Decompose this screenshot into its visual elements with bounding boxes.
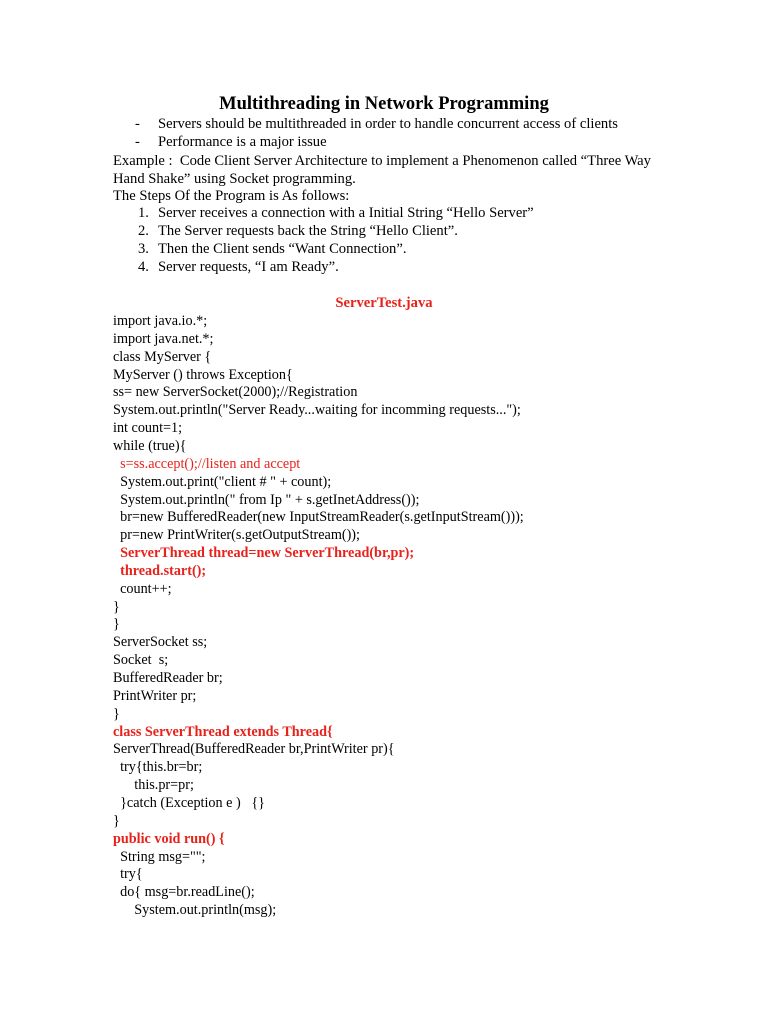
code-line: this.pr=pr; — [113, 777, 194, 794]
step-text: Then the Client sends “Want Connection”. — [158, 241, 407, 257]
code-line: s=ss.accept();//listen and accept — [113, 455, 301, 472]
bullet-text: Servers should be multithreaded in order to handle concurrent access of clients — [158, 116, 618, 132]
bullet-marker: - — [135, 134, 140, 150]
step-number: 2. — [138, 223, 149, 239]
code-line: MyServer () throws Exception{ — [113, 366, 293, 383]
code-line: class ServerThread extends Thread{ — [113, 723, 333, 740]
code-line: import java.io.*; — [113, 313, 208, 329]
code-line: } — [113, 812, 120, 829]
bullet-text: Performance is a major issue — [158, 134, 327, 150]
code-line: System.out.println("Server Ready...waiting for incomming requests..."); — [113, 402, 521, 419]
code-line: import java.net.*; — [113, 330, 214, 347]
code-line: ServerThread(BufferedReader br,PrintWriter pr){ — [113, 741, 395, 758]
step-text: Server requests, “I am Ready”. — [158, 259, 339, 275]
file-heading: ServerTest.java — [335, 295, 433, 311]
code-line: }catch (Exception e ) {} — [113, 794, 265, 811]
code-line: System.out.println(" from Ip " + s.getInetAddress()); — [113, 491, 420, 508]
code-line: class MyServer { — [113, 348, 212, 365]
step-number: 1. — [138, 205, 149, 221]
code-line: String msg=""; — [113, 848, 206, 865]
example-line: Example : Code Client Server Architecture to implement a Phenomenon called “Three Way — [113, 153, 651, 169]
code-line: } — [113, 598, 120, 615]
code-line: PrintWriter pr; — [113, 687, 197, 704]
example-line: Hand Shake” using Socket programming. — [113, 171, 356, 187]
code-line: int count=1; — [113, 420, 183, 437]
code-line: BufferedReader br; — [113, 670, 223, 686]
steps-intro: The Steps Of the Program is As follows: — [113, 188, 350, 204]
code-line: try{this.br=br; — [113, 759, 203, 776]
step-text: The Server requests back the String “Hello Client”. — [158, 223, 458, 239]
code-line: thread.start(); — [113, 562, 207, 579]
code-line: System.out.print("client # " + count); — [113, 473, 332, 490]
code-line: Socket s; — [113, 652, 169, 669]
code-line: ss= new ServerSocket(2000);//Registration — [113, 384, 358, 401]
code-line: do{ msg=br.readLine(); — [113, 884, 255, 901]
code-line: } — [113, 705, 120, 722]
code-line: ServerSocket ss; — [113, 634, 208, 651]
code-line: while (true){ — [113, 437, 187, 454]
code-line: try{ — [113, 866, 143, 883]
code-line: public void run() { — [113, 830, 225, 847]
code-line: ServerThread thread=new ServerThread(br,pr); — [113, 545, 415, 562]
code-line: br=new BufferedReader(new InputStreamReader(s.getInputStream())); — [113, 509, 524, 526]
page-title: Multithreading in Network Programming — [219, 94, 549, 114]
code-line: System.out.println(msg); — [113, 902, 277, 919]
step-number: 4. — [138, 259, 149, 275]
code-line: count++; — [113, 580, 172, 597]
step-text: Server receives a connection with a Initial String “Hello Server” — [158, 205, 534, 221]
step-number: 3. — [138, 241, 149, 257]
code-line: pr=new PrintWriter(s.getOutputStream()); — [113, 527, 360, 544]
bullet-marker: - — [135, 116, 140, 132]
code-line: } — [113, 616, 120, 633]
